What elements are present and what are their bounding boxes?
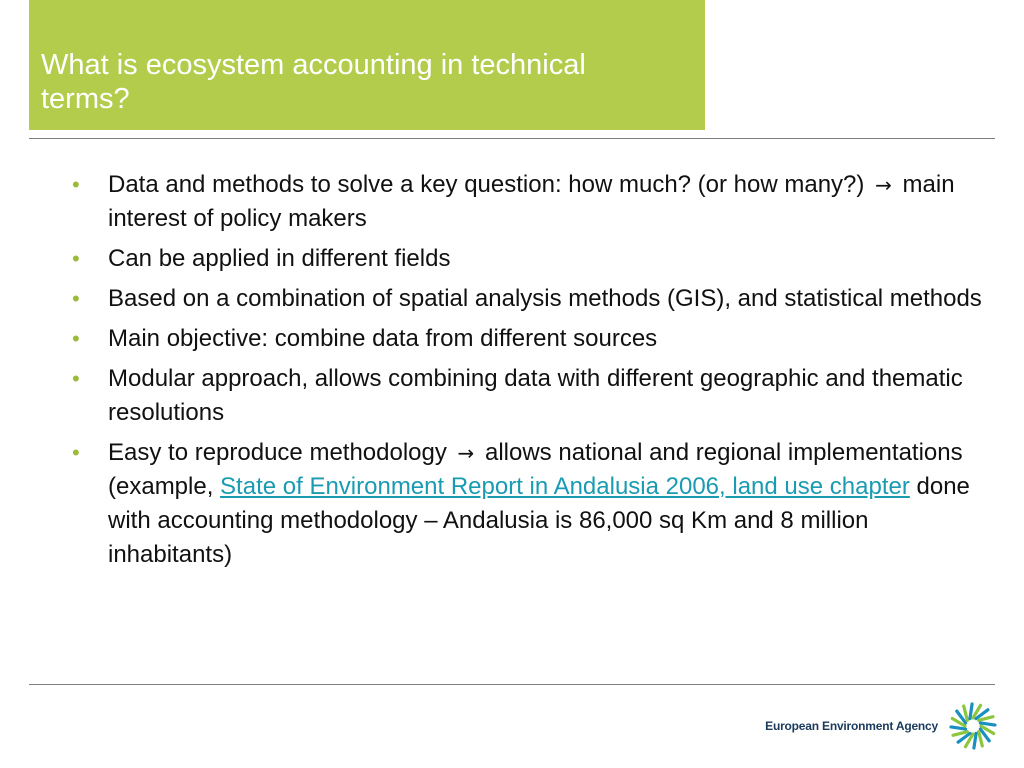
bullet-item — [72, 322, 982, 356]
bullet-dot: • — [72, 440, 80, 465]
logo-petal — [979, 717, 993, 721]
bullet-text: allows national and regional implementations (example, — [108, 439, 963, 500]
bullet-dot: • — [72, 172, 80, 197]
slide-title — [41, 48, 691, 116]
logo-petal — [970, 704, 972, 719]
bullet-item — [72, 168, 982, 236]
slide-title-line1: What is ecosystem accounting in technical — [41, 49, 586, 81]
agency-name: European Environment Agency — [765, 719, 938, 733]
bullet-dot: • — [72, 366, 80, 391]
logo-petal — [951, 727, 966, 729]
eea-logo-icon — [948, 701, 998, 751]
report-link[interactable]: State of Environment Report in Andalusia 2006, land use chapter — [220, 473, 910, 500]
arrow-icon: → — [457, 441, 475, 465]
footer-logo — [765, 700, 998, 752]
slide-title-line2: terms? — [41, 83, 130, 115]
bullet-text: Modular approach, allows combining data with different geographic and thematic resolutions — [108, 365, 963, 426]
bullet-item — [72, 282, 982, 316]
logo-petal — [980, 723, 995, 725]
bullet-text: Main objective: combine data from different sources — [108, 325, 658, 352]
bullet-text: main interest of policy makers — [108, 171, 955, 232]
bullet-text: Based on a combination of spatial analysis methods (GIS), and statistical methods — [108, 285, 982, 312]
logo-petal — [974, 733, 976, 748]
bottom-divider — [29, 684, 995, 685]
bullet-text: Data and methods to solve a key question: how much? (or how many?) — [108, 171, 865, 198]
arrow-icon: → — [875, 173, 892, 197]
logo-petal — [953, 732, 967, 736]
bullet-text: Can be applied in different fields — [108, 245, 451, 272]
bullet-text: done with accounting methodology – Andalusia is 86,000 sq Km and 8 million inhabitants) — [108, 473, 970, 568]
title-box — [29, 0, 705, 130]
bullet-item — [72, 242, 982, 276]
bullet-dot: • — [72, 326, 80, 351]
bullet-item — [72, 436, 982, 572]
logo-petal — [964, 706, 968, 720]
bullet-text: Easy to reproduce methodology — [108, 439, 447, 466]
logo-petal — [979, 732, 983, 746]
bullet-dot: • — [72, 286, 80, 311]
bullet-list — [72, 168, 982, 578]
bullet-item — [72, 362, 982, 430]
top-divider — [29, 138, 995, 139]
bullet-dot: • — [72, 246, 80, 271]
